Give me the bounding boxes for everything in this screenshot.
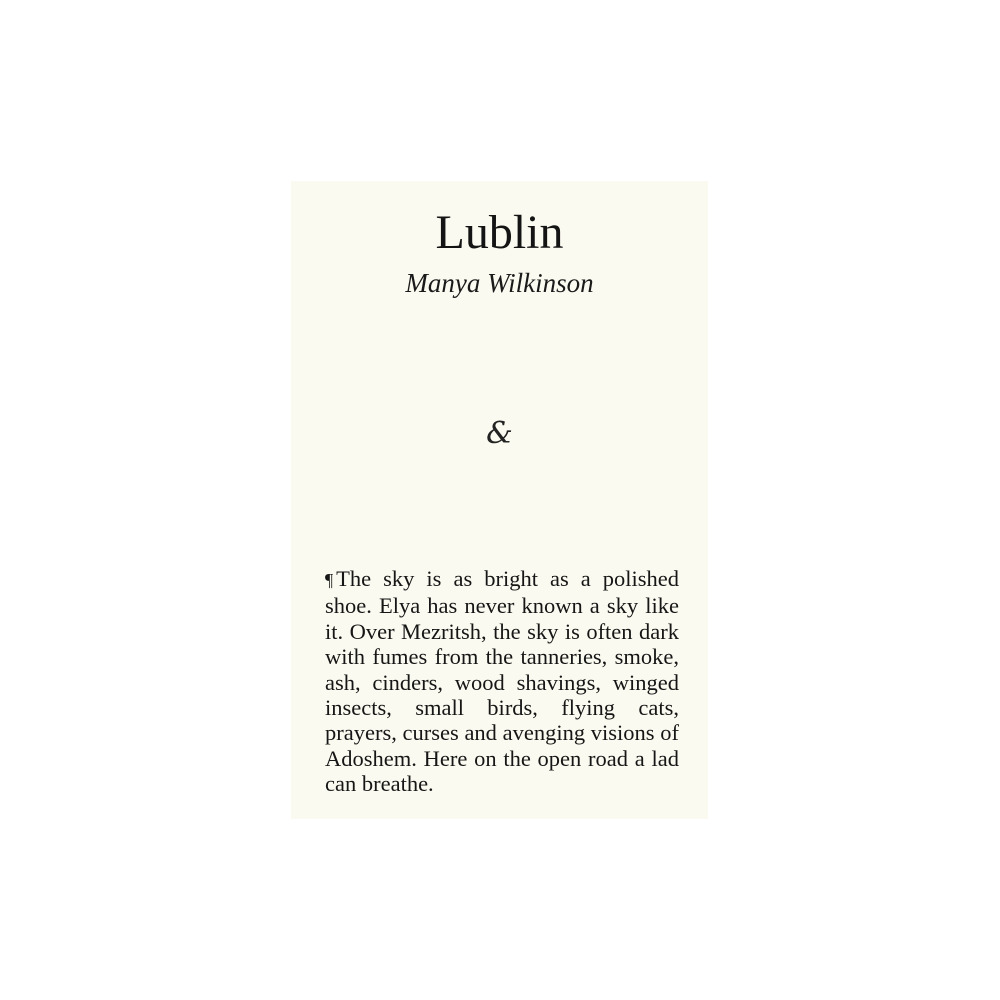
book-author: Manya Wilkinson — [405, 268, 594, 298]
ampersand-ornament: & — [486, 416, 513, 451]
book-title: Lublin — [435, 206, 564, 259]
pilcrow-marker: ¶ — [325, 570, 334, 590]
excerpt-text: The sky is as bright as a polished shoe. Elya has never known a sky like it. Over Mezritsh, the sky is often dark with fumes from the tanneries, smoke, ash, cinders, wood shavings, winged insects, small birds, flying cats, prayers, curses and avenging visions of Adoshem. Here on the open road a lad can breathe. — [325, 566, 679, 797]
book-page — [291, 181, 708, 819]
excerpt-paragraph — [325, 566, 679, 797]
